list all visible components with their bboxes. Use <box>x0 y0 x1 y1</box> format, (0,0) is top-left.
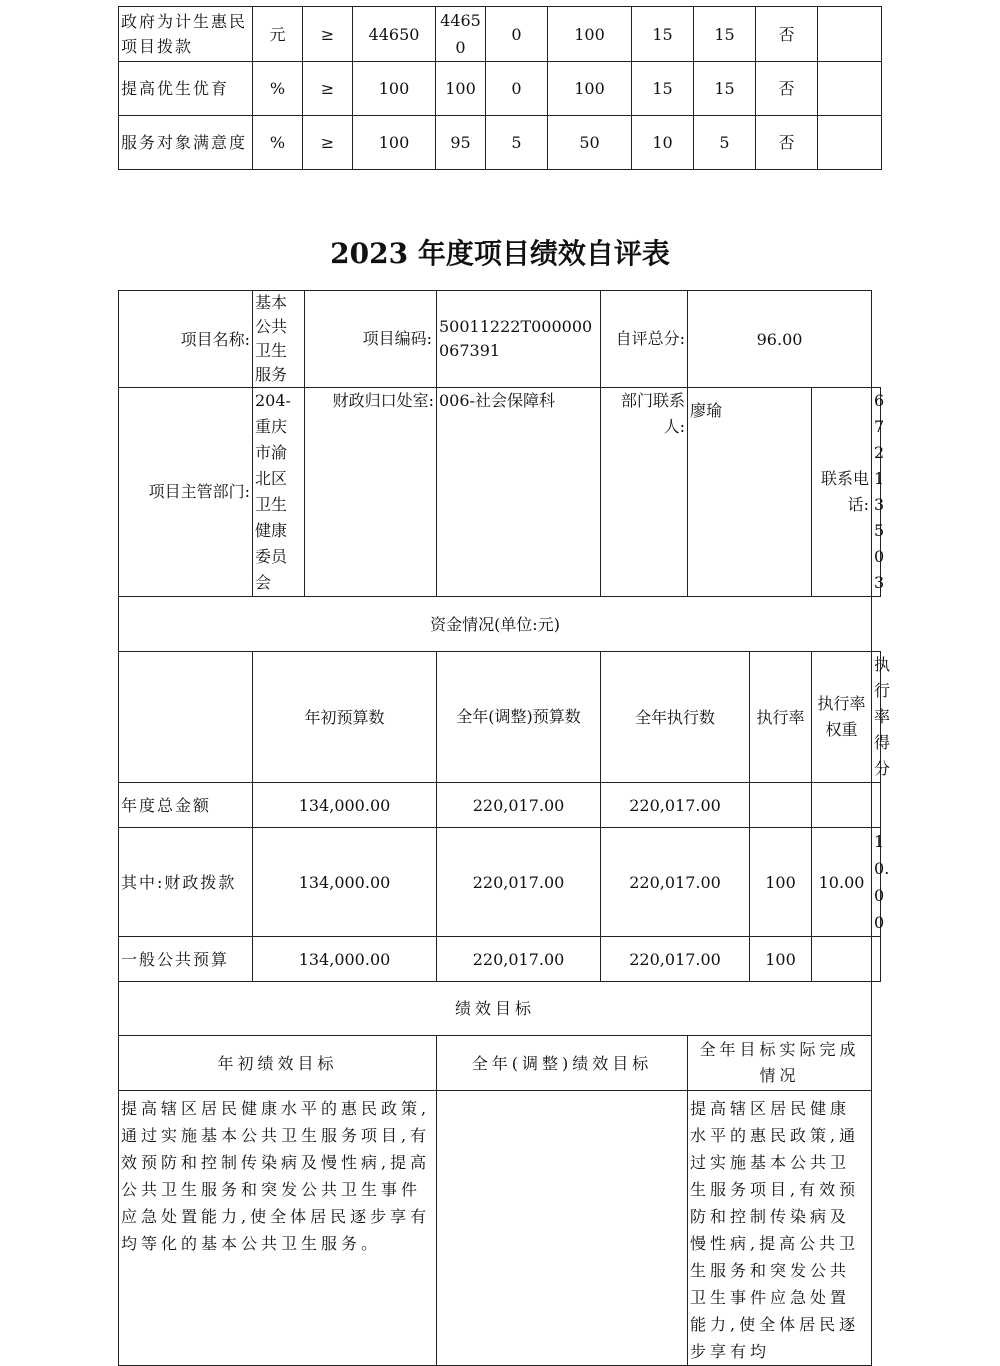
goals-header-initial: 年初绩效目标 <box>119 1036 437 1091</box>
score-value: 96.00 <box>688 291 872 388</box>
funds-row-score <box>872 937 881 982</box>
indicator-name: 提高优生优育 <box>119 62 253 116</box>
department-label: 项目主管部门: <box>119 388 253 597</box>
funds-section-title: 资金情况(单位:元) <box>119 597 872 652</box>
indicator-deviation: 5 <box>486 116 548 170</box>
finance-office-value: 006-社会保障科 <box>437 388 601 597</box>
funds-row-label: 其中:财政拨款 <box>119 828 253 937</box>
indicator-name: 政府为计生惠民项目拨款 <box>119 7 253 62</box>
funds-row-label: 一般公共预算 <box>119 937 253 982</box>
funds-header-adjusted: 全年(调整)预算数 <box>437 652 601 783</box>
indicator-weight: 15 <box>632 7 694 62</box>
indicator-note <box>818 116 882 170</box>
indicator-actual: 44650 <box>436 7 486 62</box>
funds-header-score: 执行率得分 <box>872 652 881 783</box>
funds-row-weight <box>812 937 872 982</box>
funds-row-executed: 220,017.00 <box>601 828 750 937</box>
funds-row-rate <box>750 783 812 828</box>
indicator-deviation: 0 <box>486 62 548 116</box>
funds-row-initial: 134,000.00 <box>253 828 437 937</box>
goals-header-adjusted: 全年(调整)绩效目标 <box>437 1036 688 1091</box>
funds-header-blank <box>119 652 253 783</box>
project-name-label: 项目名称: <box>119 291 253 388</box>
funds-row-rate: 100 <box>750 937 812 982</box>
project-code-label: 项目编码: <box>305 291 437 388</box>
indicator-weight: 10 <box>632 116 694 170</box>
funds-row-executed: 220,017.00 <box>601 937 750 982</box>
project-name-value: 基本公共卫生服务 <box>253 291 305 388</box>
funds-header-weight: 执行率权重 <box>812 652 872 783</box>
indicator-flag: 否 <box>756 116 818 170</box>
indicator-target: 100 <box>353 116 436 170</box>
indicator-target: 44650 <box>353 7 436 62</box>
indicator-weight: 15 <box>632 62 694 116</box>
department-value: 204-重庆市渝北区卫生健康委员会 <box>253 388 305 597</box>
goals-actual-text: 提高辖区居民健康水平的惠民政策,通过实施基本公共卫生服务项目,有效预防和控制传染病及慢性病,提高公共卫生服务和突发公共卫生事件应急处置能力,使全体居民逐步享有均 <box>688 1091 872 1366</box>
funds-header-executed: 全年执行数 <box>601 652 750 783</box>
contact-person-label: 部门联系人: <box>601 388 688 597</box>
indicator-deviation: 0 <box>486 7 548 62</box>
funds-row-adjusted: 220,017.00 <box>437 937 601 982</box>
indicator-row <box>119 116 882 170</box>
goals-adjusted-text <box>437 1091 688 1366</box>
funds-row-adjusted: 220,017.00 <box>437 783 601 828</box>
funds-rows <box>119 783 890 982</box>
funds-row-score <box>872 783 881 828</box>
indicator-operator: ≥ <box>303 62 353 116</box>
indicator-completion: 50 <box>548 116 632 170</box>
funds-row-initial: 134,000.00 <box>253 783 437 828</box>
indicator-rows <box>119 7 882 170</box>
indicator-unit: % <box>253 62 303 116</box>
indicator-score: 5 <box>694 116 756 170</box>
indicator-unit: 元 <box>253 7 303 62</box>
funds-row-label: 年度总金额 <box>119 783 253 828</box>
indicator-score: 15 <box>694 62 756 116</box>
goals-header-actual: 全年目标实际完成情况 <box>688 1036 872 1091</box>
indicator-flag: 否 <box>756 62 818 116</box>
indicator-actual: 100 <box>436 62 486 116</box>
indicator-target: 100 <box>353 62 436 116</box>
goals-section-title: 绩效目标 <box>119 982 872 1036</box>
goals-initial-text: 提高辖区居民健康水平的惠民政策,通过实施基本公共卫生服务项目,有效预防和控制传染病及慢性病,提高公共卫生服务和突发公共卫生事件应急处置能力,使全体居民逐步享有均等化的基本公共卫生服务。 <box>119 1091 437 1366</box>
funds-row-initial: 134,000.00 <box>253 937 437 982</box>
funds-row-executed: 220,017.00 <box>601 783 750 828</box>
indicator-row <box>119 62 882 116</box>
phone-label: 联系电话: <box>812 388 872 597</box>
funds-row <box>119 783 881 828</box>
funds-header-initial: 年初预算数 <box>253 652 437 783</box>
funds-row <box>119 937 881 982</box>
indicator-note <box>818 62 882 116</box>
funds-row-rate: 100 <box>750 828 812 937</box>
phone-value: 67213503 <box>872 388 881 597</box>
indicator-completion: 100 <box>548 62 632 116</box>
indicator-actual: 95 <box>436 116 486 170</box>
indicator-name: 服务对象满意度 <box>119 116 253 170</box>
evaluation-table <box>118 290 891 1366</box>
indicator-table <box>118 6 882 170</box>
score-label: 自评总分: <box>601 291 688 388</box>
funds-row-weight <box>812 783 872 828</box>
indicator-score: 15 <box>694 7 756 62</box>
project-code-value: 50011222T000000067391 <box>437 291 601 388</box>
funds-row-adjusted: 220,017.00 <box>437 828 601 937</box>
contact-person-value: 廖瑜 <box>688 388 812 597</box>
page-title: 2023 年度项目绩效自评表 <box>330 237 670 270</box>
funds-row-weight: 10.00 <box>812 828 872 937</box>
indicator-row <box>119 7 882 62</box>
finance-office-label: 财政归口处室: <box>305 388 437 597</box>
funds-row <box>119 828 881 937</box>
indicator-operator: ≥ <box>303 116 353 170</box>
indicator-unit: % <box>253 116 303 170</box>
indicator-completion: 100 <box>548 7 632 62</box>
indicator-operator: ≥ <box>303 7 353 62</box>
funds-row-score: 10.00 <box>872 828 881 937</box>
funds-header-rate: 执行率 <box>750 652 812 783</box>
indicator-flag: 否 <box>756 7 818 62</box>
indicator-note <box>818 7 882 62</box>
